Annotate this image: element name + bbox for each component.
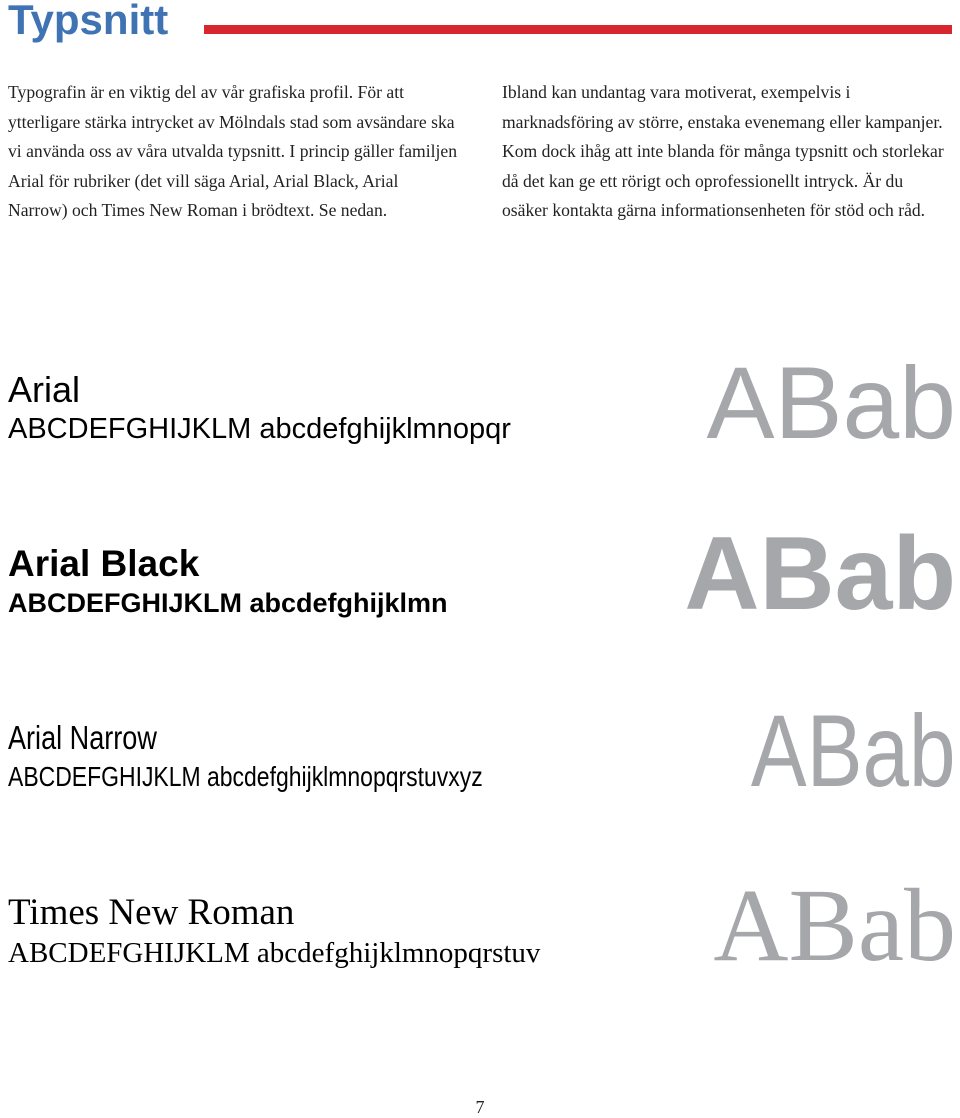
- font-sample-arial-narrow: [8, 718, 587, 796]
- font-alphabet-sample: ABCDEFGHIJKLM abcdefghijklmnopqr: [8, 413, 511, 445]
- intro-left-paragraph: Typografin är en viktig del av vår grafiska profil. För att ytterligare stärka intrycket av Mölndals stad som avsändare ska vi använda oss av våra utvalda typsnitt. I princip gäller familjen Arial för rubriker (det vill säga Arial, Arial Black, Arial Narrow) och Times New Roman i brödtext. Se nedan.: [8, 82, 457, 220]
- intro-right-paragraph: Ibland kan undantag vara motiverat, exempelvis i marknadsföring av större, enstaka evenemang eller kampanjer. Kom dock ihåg att inte blanda för många typsnitt och storlekar då det kan ge ett rörigt och oprofessionellt intryck. Är du osäker kontakta gärna informationsenheten för stöd och råd.: [502, 82, 944, 220]
- font-alphabet-sample: ABCDEFGHIJKLM abcdefghijklmnopqrstuvxyz: [8, 761, 483, 792]
- font-name: Arial: [8, 369, 81, 410]
- font-name: Times New Roman: [8, 892, 295, 933]
- font-sample-times-new-roman: [8, 892, 540, 972]
- page-title: Typsnitt: [8, 0, 169, 43]
- big-sample-arial-narrow: ABab: [751, 694, 956, 808]
- title-divider: [204, 25, 952, 34]
- big-sample-times-new-roman: ABab: [713, 868, 956, 983]
- font-sample-arial: [8, 370, 511, 448]
- page-number: 7: [475, 1097, 485, 1117]
- font-sample-arial-black: [8, 544, 448, 622]
- font-alphabet-sample: ABCDEFGHIJKLM abcdefghijklmnopqrstuv: [8, 937, 541, 969]
- big-sample-arial-black: ABab: [684, 516, 956, 632]
- big-sample-arial: ABab: [706, 346, 956, 460]
- font-name: Arial Black: [8, 543, 200, 584]
- font-alphabet-sample: ABCDEFGHIJKLM abcdefghijklmn: [8, 588, 448, 618]
- font-name: Arial Narrow: [8, 719, 157, 756]
